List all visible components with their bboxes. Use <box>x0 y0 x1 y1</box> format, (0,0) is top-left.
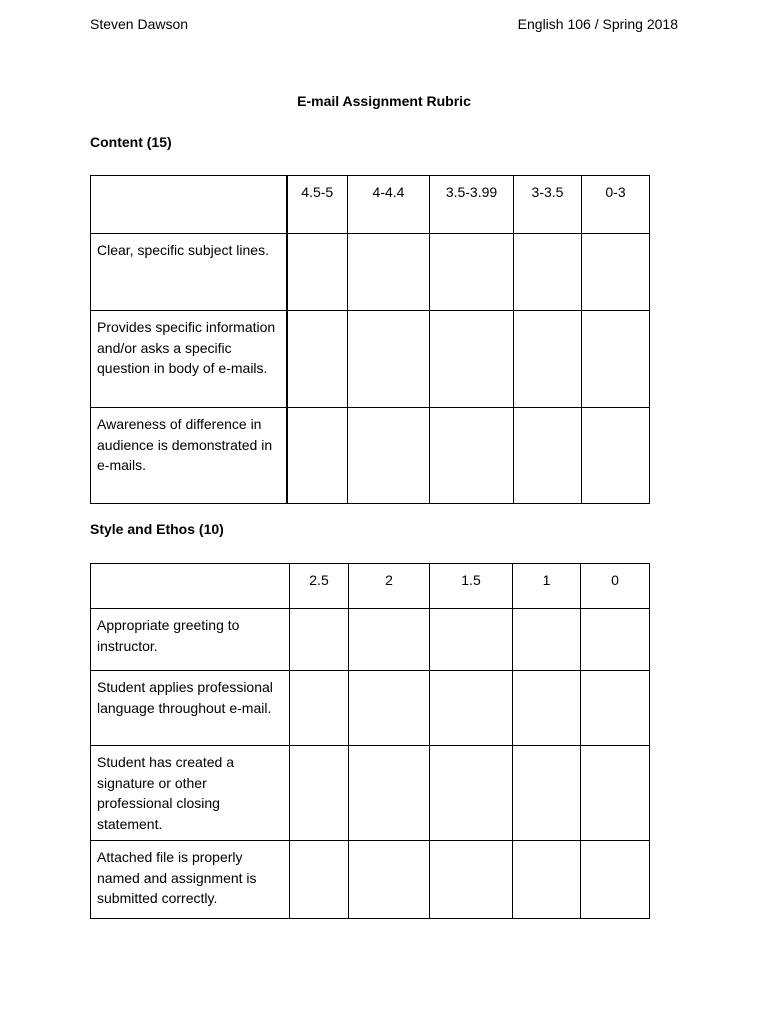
score-header: 0-3 <box>582 176 650 234</box>
score-header: 4-4.4 <box>348 176 430 234</box>
criterion-label: Clear, specific subject lines. <box>91 234 287 311</box>
table-row <box>91 746 650 841</box>
criterion-label: Student has created a signature or other professional closing statement. <box>91 746 290 841</box>
score-cell <box>349 609 430 671</box>
score-header: 4.5-5 <box>287 176 348 234</box>
score-cell <box>290 609 349 671</box>
table-row <box>91 609 650 671</box>
score-header: 1.5 <box>430 564 513 609</box>
score-header: 2.5 <box>290 564 349 609</box>
score-cell <box>430 234 514 311</box>
score-cell <box>513 841 581 919</box>
score-header: 3.5-3.99 <box>430 176 514 234</box>
score-cell <box>430 311 514 408</box>
table-row <box>91 671 650 746</box>
table-header-row <box>91 564 650 609</box>
table-row <box>91 841 650 919</box>
criterion-label: Attached file is properly named and assignment is submitted correctly. <box>91 841 290 919</box>
score-cell <box>349 746 430 841</box>
score-cell <box>348 311 430 408</box>
style-section-heading: Style and Ethos (10) <box>90 521 224 537</box>
content-section-heading: Content (15) <box>90 134 172 150</box>
score-cell <box>349 671 430 746</box>
score-cell <box>514 234 582 311</box>
score-cell <box>513 746 581 841</box>
score-cell <box>287 311 348 408</box>
style-rubric-table <box>90 563 650 919</box>
score-cell <box>287 234 348 311</box>
score-cell <box>513 671 581 746</box>
empty-header-cell <box>91 176 287 234</box>
table-row <box>91 234 650 311</box>
score-cell <box>514 408 582 504</box>
page-title: E-mail Assignment Rubric <box>297 93 471 109</box>
score-cell <box>581 746 650 841</box>
score-cell <box>290 746 349 841</box>
score-cell <box>582 311 650 408</box>
criterion-label: Provides specific information and/or asks a specific question in body of e-mails. <box>91 311 287 408</box>
score-cell <box>581 671 650 746</box>
score-cell <box>349 841 430 919</box>
score-header: 3-3.5 <box>514 176 582 234</box>
empty-header-cell <box>91 564 290 609</box>
score-cell <box>581 609 650 671</box>
score-cell <box>581 841 650 919</box>
table-header-row <box>91 176 650 234</box>
score-cell <box>430 408 514 504</box>
score-cell <box>513 609 581 671</box>
criterion-label: Student applies professional language throughout e-mail. <box>91 671 290 746</box>
table-row <box>91 311 650 408</box>
score-header: 2 <box>349 564 430 609</box>
score-cell <box>290 671 349 746</box>
score-cell <box>290 841 349 919</box>
score-cell <box>430 671 513 746</box>
score-cell <box>430 841 513 919</box>
author-name: Steven Dawson <box>90 16 189 32</box>
criterion-label: Appropriate greeting to instructor. <box>91 609 290 671</box>
score-cell <box>582 408 650 504</box>
content-rubric-table <box>90 175 650 504</box>
course-info: English 106 / Spring 2018 <box>517 16 678 32</box>
score-cell <box>430 609 513 671</box>
score-cell <box>348 234 430 311</box>
criterion-label: Awareness of difference in audience is demonstrated in e-mails. <box>91 408 287 504</box>
score-cell <box>514 311 582 408</box>
score-header: 1 <box>513 564 581 609</box>
score-cell <box>287 408 348 504</box>
score-cell <box>430 746 513 841</box>
score-cell <box>348 408 430 504</box>
score-cell <box>582 234 650 311</box>
score-header: 0 <box>581 564 650 609</box>
table-row <box>91 408 650 504</box>
